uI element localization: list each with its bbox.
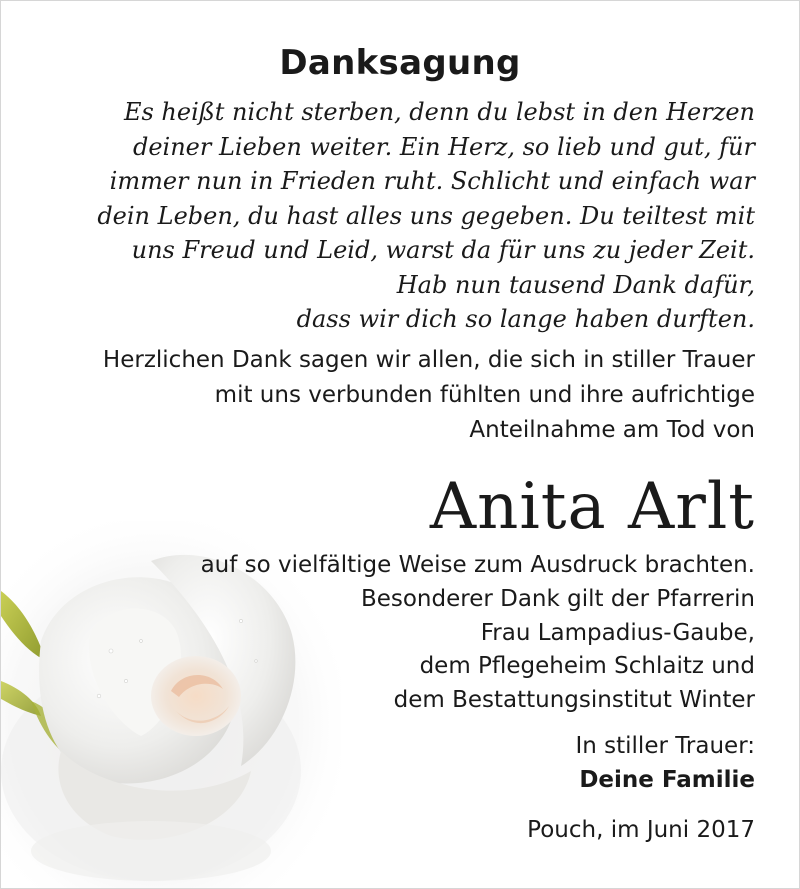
- poem-line: Hab nun tausend Dank dafür,: [396, 270, 755, 299]
- poem-line: dein Leben, du hast alles uns gegeben. Du teiltest mit: [97, 201, 755, 230]
- thanks-line: Herzlichen Dank sagen wir allen, die sich in stiller Trauer: [102, 347, 755, 373]
- thanks-line: mit uns verbunden fühlten und ihre aufrichtige: [214, 382, 755, 408]
- details-line: Besonderer Dank gilt der Pfarrerin: [360, 585, 755, 612]
- details-line: dem Pflegeheim Schlaitz und: [419, 653, 755, 680]
- thanks-paragraph: [15, 343, 755, 448]
- thanks-line: Anteilnahme am Tod von: [469, 417, 755, 443]
- details-paragraph: [135, 549, 755, 718]
- signature-block: [575, 729, 755, 797]
- poem-line: uns Freud und Leid, warst da für uns zu jeder Zeit.: [131, 236, 755, 264]
- signature-line: In stiller Trauer:: [575, 733, 755, 759]
- poem-line: deiner Lieben weiter. Ein Herz, so lieb und gut, für: [132, 132, 755, 161]
- poem-line: immer nun in Frieden ruht. Schlicht und einfach war: [109, 167, 755, 195]
- details-line: dem Bestattungsinstitut Winter: [393, 687, 755, 714]
- details-line: Frau Lampadius-Gaube,: [480, 619, 755, 646]
- deceased-name: Anita Arlt: [429, 470, 755, 544]
- place-date: Pouch, im Juni 2017: [527, 817, 755, 843]
- signature-family: Deine Familie: [579, 767, 755, 793]
- details-line: auf so vielfältige Weise zum Ausdruck brachten.: [200, 552, 755, 578]
- poem-line: Es heißt nicht sterben, denn du lebst in den Herzen: [123, 98, 755, 126]
- heading: Danksagung: [279, 43, 521, 83]
- poem: [15, 95, 755, 337]
- poem-line: dass wir dich so lange haben durften.: [296, 305, 755, 333]
